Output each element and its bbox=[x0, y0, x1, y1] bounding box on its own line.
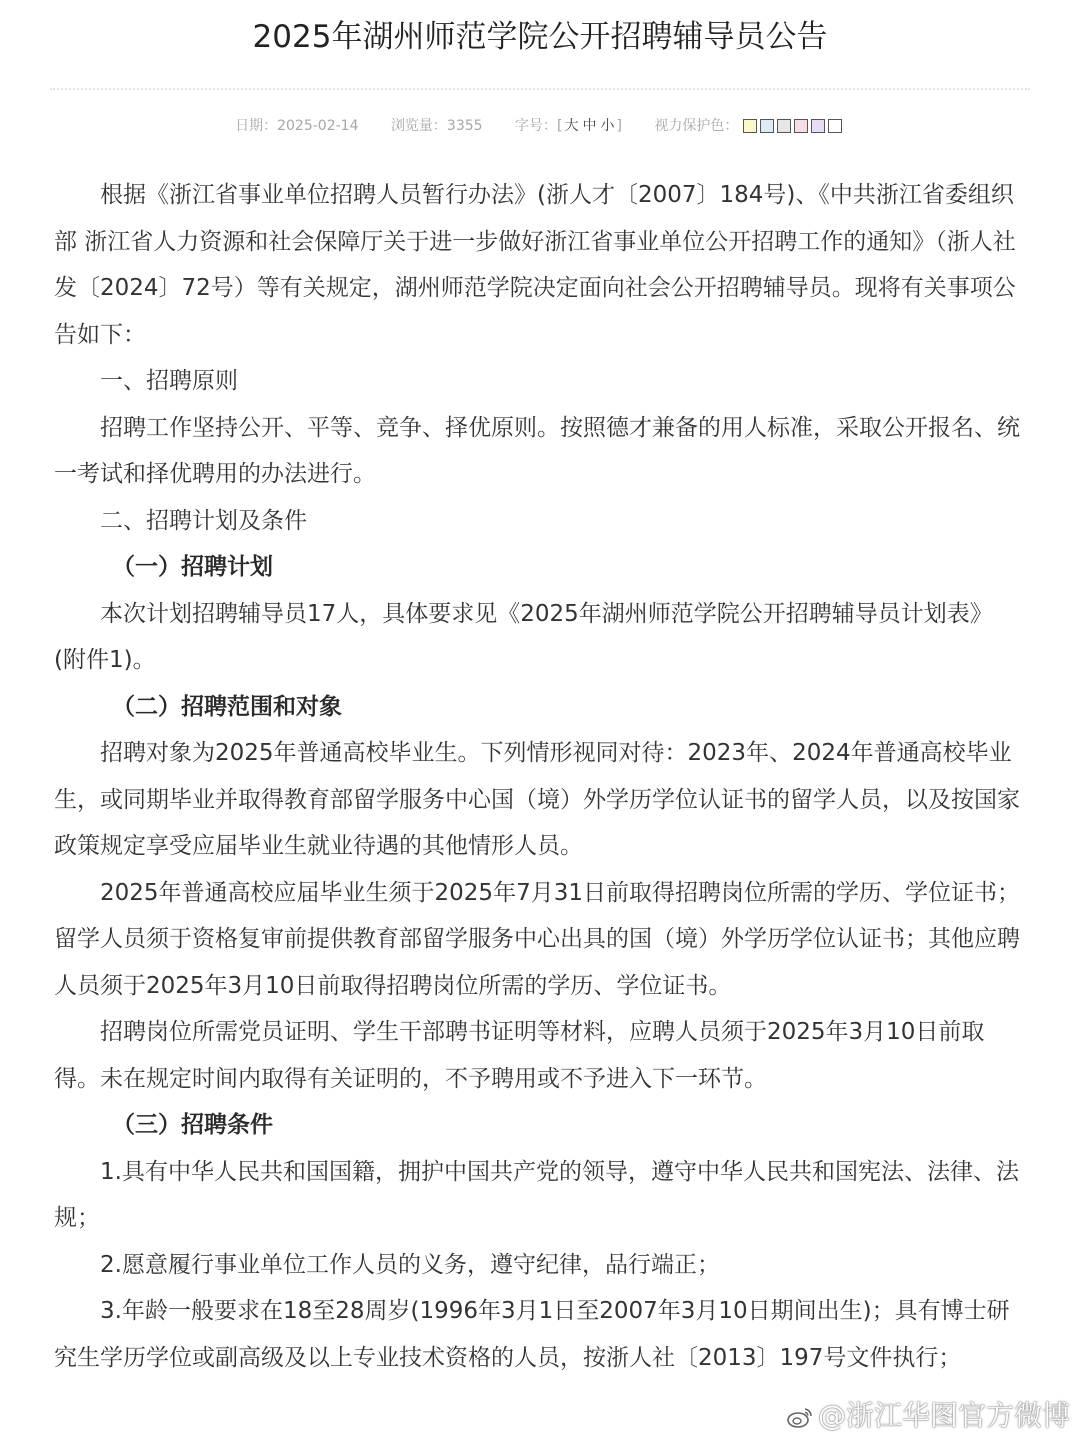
subheading-scope-targets: （二）招聘范围和对象 bbox=[112, 693, 342, 720]
color-swatch-purple[interactable] bbox=[811, 119, 825, 133]
watermark-text: @浙江华图官方微博 bbox=[817, 1399, 1070, 1432]
eye-protection-label: 视力保护色： bbox=[654, 118, 739, 134]
article-meta bbox=[0, 114, 1080, 138]
weibo-icon bbox=[786, 1403, 814, 1431]
condition-item-1: 1.具有中华人民共和国国籍，拥护中国共产党的领导，遵守中华人民共和国宪法、法律、法规； bbox=[54, 1158, 1019, 1231]
certificate-deadline-paragraph: 2025年普通高校应届毕业生须于2025年7月31日前取得招聘岗位所需的学历、学位证书；留学人员须于资格复审前提供教育部留学服务中心出具的国（境）外学历学位认证书；其他应聘人员须于2025年3月10日前取得招聘岗位所需的学历、学位证书。 bbox=[54, 879, 1020, 999]
section-heading-principles: 一、招聘原则 bbox=[100, 368, 238, 394]
font-size-medium-link[interactable]: 中 bbox=[582, 118, 597, 134]
color-swatch-white[interactable] bbox=[828, 119, 842, 133]
view-count: 浏览量：3355 bbox=[390, 118, 483, 134]
color-swatch-yellow[interactable] bbox=[743, 119, 757, 133]
subheading-recruitment-plan: （一）招聘计划 bbox=[112, 554, 273, 580]
section-heading-plan-conditions: 二、招聘计划及条件 bbox=[100, 507, 307, 534]
color-swatch-blue[interactable] bbox=[760, 119, 774, 133]
article-body bbox=[54, 172, 1022, 1381]
title-divider bbox=[50, 88, 1030, 90]
font-size-switcher bbox=[515, 114, 622, 138]
font-size-label: 字号：[ bbox=[515, 118, 563, 134]
color-swatch-pink[interactable] bbox=[794, 119, 808, 133]
color-swatch-gray[interactable] bbox=[777, 119, 791, 133]
condition-item-3: 3.年龄一般要求在18至28周岁(1996年3月1日至2007年3月10日期间出生)；具有博士研究生学历学位或副高级及以上专业技术资格的人员，按浙人社〔2013〕197号文件执行； bbox=[54, 1298, 1010, 1371]
targets-paragraph: 招聘对象为2025年普通高校毕业生。下列情形视同对待：2023年、2024年普通高校毕业生，或同期毕业并取得教育部留学服务中心国（境）外学历学位认证书的留学人员，以及按国家政策规定享受应届毕业生就业待遇的其他情形人员。 bbox=[54, 740, 1020, 859]
font-size-large-link[interactable]: 大 bbox=[564, 118, 579, 134]
principles-paragraph: 招聘工作坚持公开、平等、竞争、择优原则。按照德才兼备的用人标准，采取公开报名、统一考试和择优聘用的办法进行。 bbox=[54, 414, 1020, 487]
plan-paragraph: 本次计划招聘辅导员17人，具体要求见《2025年湖州师范学院公开招聘辅导员计划表》(附件1)。 bbox=[54, 600, 993, 673]
materials-deadline-paragraph: 招聘岗位所需党员证明、学生干部聘书证明等材料，应聘人员须于2025年3月10日前取得。未在规定时间内取得有关证明的，不予聘用或不予进入下一环节。 bbox=[54, 1019, 985, 1092]
publish-date: 日期：2025-02-14 bbox=[235, 118, 359, 134]
weibo-watermark bbox=[786, 1396, 1070, 1436]
condition-item-2: 2.愿意履行事业单位工作人员的义务，遵守纪律，品行端正； bbox=[100, 1251, 720, 1278]
page-title: 2025年湖州师范学院公开招聘辅导员公告 bbox=[252, 19, 828, 55]
intro-paragraph: 根据《浙江省事业单位招聘人员暂行办法》(浙人才〔2007〕184号)、《中共浙江省委组织部 浙江省人力资源和社会保障厅关于进一步做好浙江省事业单位公开招聘工作的通知》（浙人社发〔2024〕72号）等有关规定，湖州师范学院决定面向社会公开招聘辅导员。现将有关事项公告如下： bbox=[54, 182, 1016, 348]
eye-protection-swatches bbox=[743, 114, 845, 138]
font-size-small-link[interactable]: 小 bbox=[600, 118, 615, 134]
subheading-conditions: （三）招聘条件 bbox=[112, 1112, 273, 1138]
eye-protection-switcher bbox=[654, 114, 844, 138]
font-size-bracket: ] bbox=[616, 118, 622, 134]
